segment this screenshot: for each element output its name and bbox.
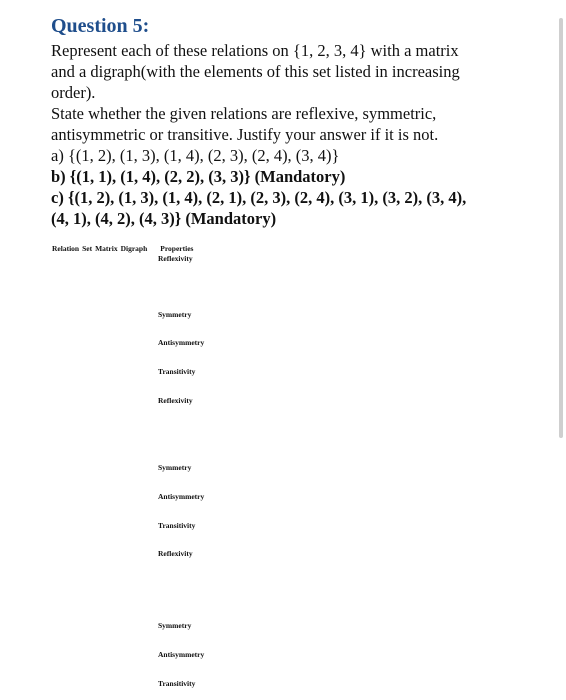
property-label: Symmetry [158,310,192,319]
instruction-line-4: State whether the given relations are reflexive, symmetric, [51,104,437,123]
relation-b: b) {(1, 1), (1, 4), (2, 2), (3, 3)} (Mandatory) [51,167,346,186]
relation-c-line-1: c) {(1, 2), (1, 3), (1, 4), (2, 1), (2, 3), (2, 4), (3, 1), (3, 2), (3, 4), [51,188,467,207]
property-label: Antisymmetry [158,492,205,501]
property-label: Symmetry [158,621,192,630]
table-header [52,244,196,253]
property-label: Antisymmetry [158,338,205,347]
question-title: Question 5: [51,15,150,37]
header-digraph: Digraph [120,244,148,253]
question-body [51,40,511,229]
property-label: Reflexivity [158,396,193,405]
property-label: Antisymmetry [158,650,205,659]
relation-c-line-2: (4, 1), (4, 2), (4, 3)} (Mandatory) [51,209,277,228]
instruction-line-1: Represent each of these relations on {1, 2, 3, 4} with a matrix [51,41,459,60]
header-properties: Properties [160,244,194,253]
instruction-line-2: and a digraph(with the elements of this set listed in increasing [51,62,460,81]
relation-a: a) {(1, 2), (1, 3), (1, 4), (2, 3), (2, 4), (3, 4)} [51,146,340,165]
header-relation: Relation [52,244,80,253]
header-matrix: Matrix [95,244,118,253]
property-label: Transitivity [158,521,196,530]
property-label: Symmetry [158,463,192,472]
property-label: Transitivity [158,679,196,688]
property-label: Reflexivity [158,549,193,558]
vertical-scrollbar[interactable] [559,18,563,438]
instruction-line-3: order). [51,83,96,102]
header-set: Set [82,244,93,253]
property-label: Reflexivity [158,254,193,263]
property-label: Transitivity [158,367,196,376]
instruction-line-5: antisymmetric or transitive. Justify your answer if it is not. [51,125,439,144]
